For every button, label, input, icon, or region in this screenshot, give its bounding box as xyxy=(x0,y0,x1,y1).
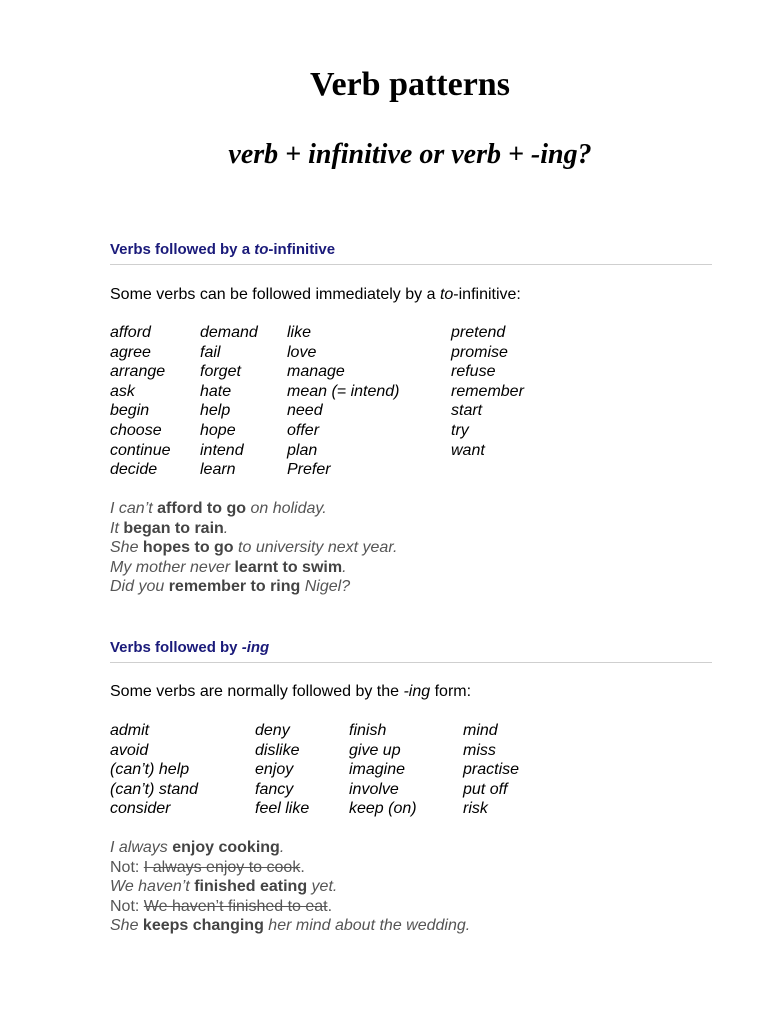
word: continue xyxy=(110,441,171,459)
word-column xyxy=(110,323,171,480)
word: begin xyxy=(110,402,150,420)
example-sentence: We haven’t finished eating yet. xyxy=(110,878,338,896)
word: choose xyxy=(110,421,162,439)
word: want xyxy=(451,441,485,459)
example-sentence: I always enjoy cooking. xyxy=(110,839,285,856)
word: avoid xyxy=(110,741,149,759)
word: hate xyxy=(200,382,232,400)
word-column xyxy=(463,721,519,819)
word: fancy xyxy=(255,780,294,798)
word: mean (= intend) xyxy=(287,382,400,400)
word: arrange xyxy=(110,363,166,381)
word: deny xyxy=(255,722,290,739)
section-intro-infinitive: Some verbs can be followed immediately by a to-infinitive: xyxy=(110,286,521,303)
word: plan xyxy=(287,441,318,459)
page-title: Verb patterns xyxy=(310,66,510,103)
word: consider xyxy=(110,800,171,818)
word: admit xyxy=(110,722,150,739)
word: agree xyxy=(110,343,151,361)
word: mind xyxy=(463,722,498,739)
word: help xyxy=(200,402,231,420)
word: hope xyxy=(200,421,236,439)
incorrect-example: Not: I always enjoy to cook. xyxy=(110,858,305,876)
word: decide xyxy=(110,461,158,479)
word: keep (on) xyxy=(349,800,417,818)
section-heading-infinitive: Verbs followed by a to-infinitive xyxy=(110,241,712,265)
word: start xyxy=(451,402,483,420)
example-sentence: My mother never learnt to swim. xyxy=(110,558,347,576)
word-column xyxy=(200,323,258,480)
word-column xyxy=(451,323,524,460)
section-intro-ing: Some verbs are normally followed by the -ing form: xyxy=(110,683,472,700)
page-subtitle: verb + infinitive or verb + -ing? xyxy=(228,139,592,170)
word: try xyxy=(451,421,469,439)
word-column xyxy=(255,721,309,819)
word: Prefer xyxy=(287,461,331,479)
examples-infinitive xyxy=(110,499,398,597)
word: love xyxy=(287,343,317,361)
word: offer xyxy=(287,421,320,439)
word: intend xyxy=(200,441,244,459)
example-sentence: She hopes to go to university next year. xyxy=(110,539,398,557)
word: need xyxy=(287,402,323,420)
word-column xyxy=(287,323,400,480)
word: refuse xyxy=(451,363,496,381)
word: manage xyxy=(287,363,345,381)
word: pretend xyxy=(451,324,506,341)
section-heading-ing: Verbs followed by -ing xyxy=(110,639,712,663)
word: fail xyxy=(200,343,221,361)
example-sentence: I can’t afford to go on holiday. xyxy=(110,500,327,517)
word: forget xyxy=(200,363,241,381)
word: learn xyxy=(200,461,236,479)
word: remember xyxy=(451,382,524,400)
word: afford xyxy=(110,324,151,341)
word-column xyxy=(349,721,417,819)
word: give up xyxy=(349,741,401,759)
word: (can’t) help xyxy=(110,761,190,779)
word: (can’t) stand xyxy=(110,780,199,798)
word: ask xyxy=(110,382,135,400)
word: dislike xyxy=(255,741,300,759)
word: promise xyxy=(451,343,508,361)
example-sentence: It began to rain. xyxy=(110,519,229,537)
word: finish xyxy=(349,722,387,739)
incorrect-example: Not: We haven’t finished to eat. xyxy=(110,897,333,915)
word: miss xyxy=(463,741,496,759)
word: enjoy xyxy=(255,761,294,779)
word: demand xyxy=(200,324,258,341)
word: risk xyxy=(463,800,488,818)
examples-ing xyxy=(110,838,470,936)
example-sentence: Did you remember to ring Nigel? xyxy=(110,578,351,596)
word: involve xyxy=(349,780,399,798)
word: like xyxy=(287,324,312,341)
example-sentence: She keeps changing her mind about the wedding. xyxy=(110,917,471,935)
word: imagine xyxy=(349,761,406,779)
word: feel like xyxy=(255,800,310,818)
word: put off xyxy=(463,780,508,798)
word: practise xyxy=(463,761,520,779)
word-column xyxy=(110,721,198,819)
